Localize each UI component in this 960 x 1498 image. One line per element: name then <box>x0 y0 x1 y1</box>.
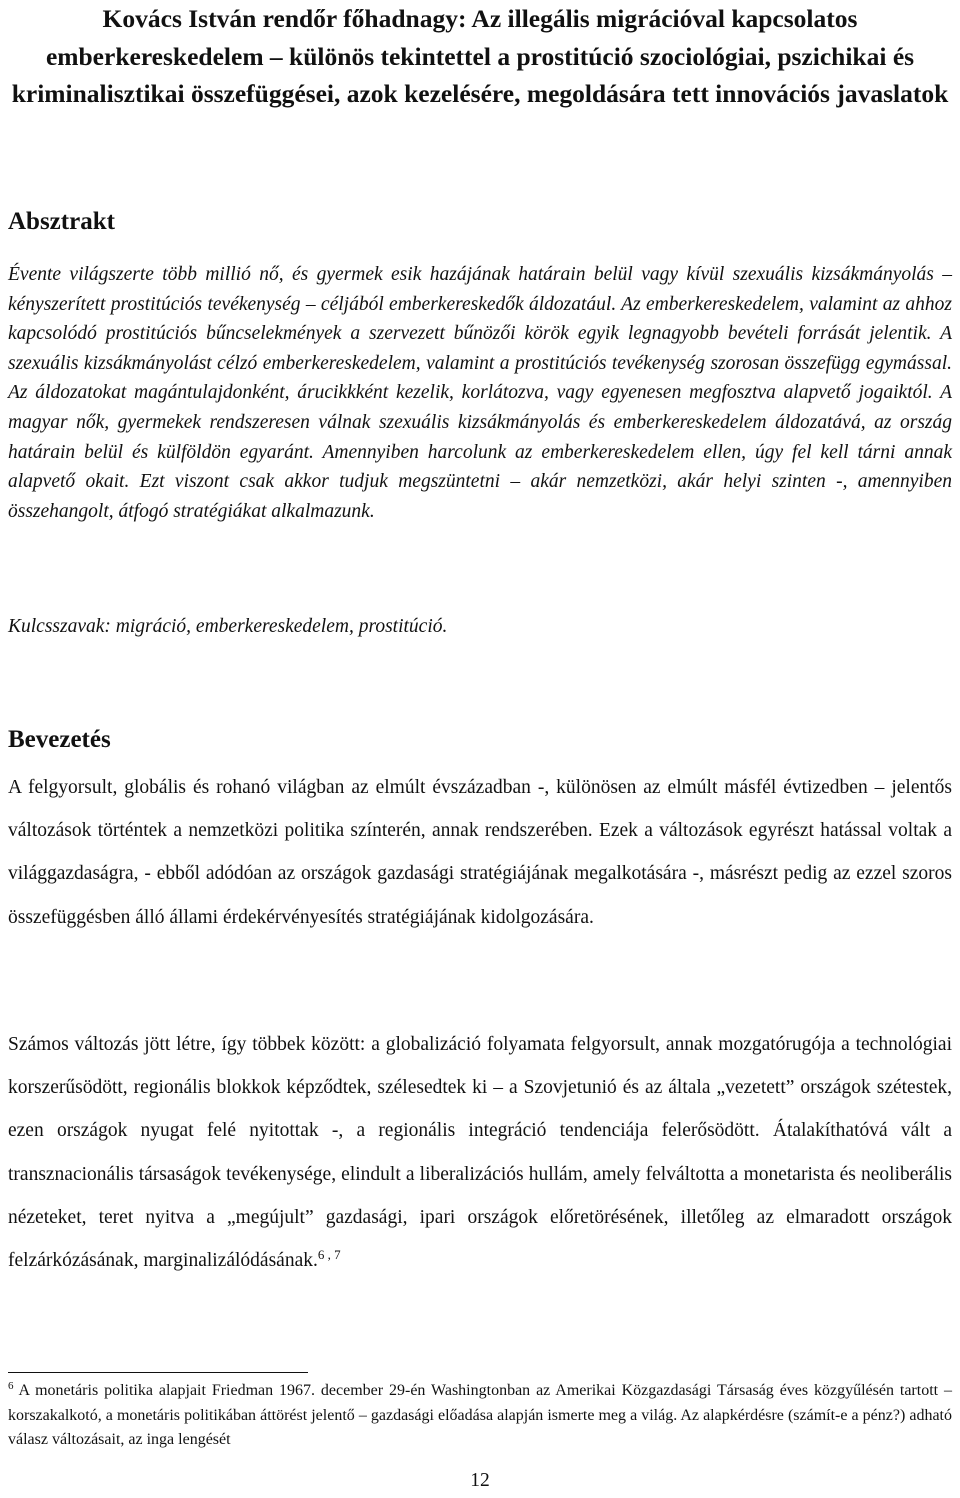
footnote-text: A monetáris politika alapjait Friedman 1967. december 29-én Washingtonban az Amerikai Közgazdasági Társaság éves közgyűlésén tartott – korszakalkotó, a monetáris politikában áttörést jelentő – gazdasági előadása alapján ismerte meg a világ. Az alapkérdésre (számít-e a pénz?) adható válasz változásait, az inga lengését <box>8 1382 952 1448</box>
keywords: Kulcsszavak: migráció, emberkereskedelem, prostitúció. <box>8 616 448 637</box>
footnote-6 <box>8 1379 952 1453</box>
footnote-number: 6 <box>8 1380 14 1392</box>
document-title: Kovács István rendőr főhadnagy: Az illegális migrációval kapcsolatos emberkereskedelem – különös tekintettel a prostitúció szociológiai, pszichikai és kriminalisztikai összefüggései, azok kezelésére, megoldására tett innovációs javaslatok <box>11 4 949 108</box>
section-heading-introduction: Bevezetés <box>8 726 111 753</box>
footnote-separator <box>8 1372 308 1373</box>
page-number: 12 <box>470 1470 490 1491</box>
abstract-text: Évente világszerte több millió nő, és gyermek esik hazájának határain belül vagy kívül szexuális kizsákmányolás – kényszerített prostitúciós tevékenység – céljából emberkereskedők áldozatául. Az emberkereskedelem, valamint az ahhoz kapcsolódó prostitúciós bűncselekmények a szervezett bűnözői körök egyik legnagyobb bevételi forrását jelentik. A szexuális kizsákmányolást célzó emberkereskedelem, valamint a prostitúciós tevékenység szorosan összefügg egymással. Az áldozatokat magántulajdonként, árucikkként kezelik, korlátozva, vagy egyenesen megfosztva alapvető jogaiktól. A magyar nők, gyermekek rendszeresen válnak szexuális kizsákmányolás és emberkereskedelem áldozatává, az ország határain belül és külföldön egyaránt. Amennyiben harcolunk az emberkereskedelem ellen, úgy fel kell tárni annak alapvető okait. Ezt viszont csak akkor tudjuk megszüntetni – akár nemzetközi, akár helyi szinten -, amennyiben összehangolt, átfogó stratégiákat alkalmazunk. <box>8 264 952 522</box>
footnote-reference[interactable]: 6 , 7 <box>317 1247 341 1263</box>
abstract-heading: Absztrakt <box>8 208 115 235</box>
body-paragraph-2-text: Számos változás jött létre, így többek között: a globalizáció folyamata felgyorsult, annak mozgatórugója a technológiai korszerűsödött, regionális blokkok képződtek, szélesedtek ki – a Szovjetunió és az általa „vezetett” országok szétestek, ezen országok nyugat felé nyitottak -, a regionális integráció tendenciája felerősödött. Átalakíthatóvá vált a transznacionális társaságok tevékenysége, elindult a liberalizációs hullám, amely felváltotta a monetarista és neoliberális nézeteket, teret nyitva a „megújult” gazdasági, ipari országok előretörésének, illetőleg az elmaradott országok felzárkózásának, marginalizálódásának. <box>8 1034 952 1272</box>
body-paragraph-2 <box>8 1023 952 1282</box>
body-paragraph-1: A felgyorsult, globális és rohanó világban az elmúlt évszázadban -, különösen az elmúlt másfél évtizedben – jelentős változások történtek a nemzetközi politika színterén, annak rendszerében. Ezek a változások egyrészt hatással voltak a világgazdaságra, - ebből adódóan az országok gazdasági stratégiájának megalkotására -, másrészt pedig az ezzel szoros összefüggésben álló állami érdekérvényesítés stratégiájának kidolgozására. <box>8 777 952 928</box>
